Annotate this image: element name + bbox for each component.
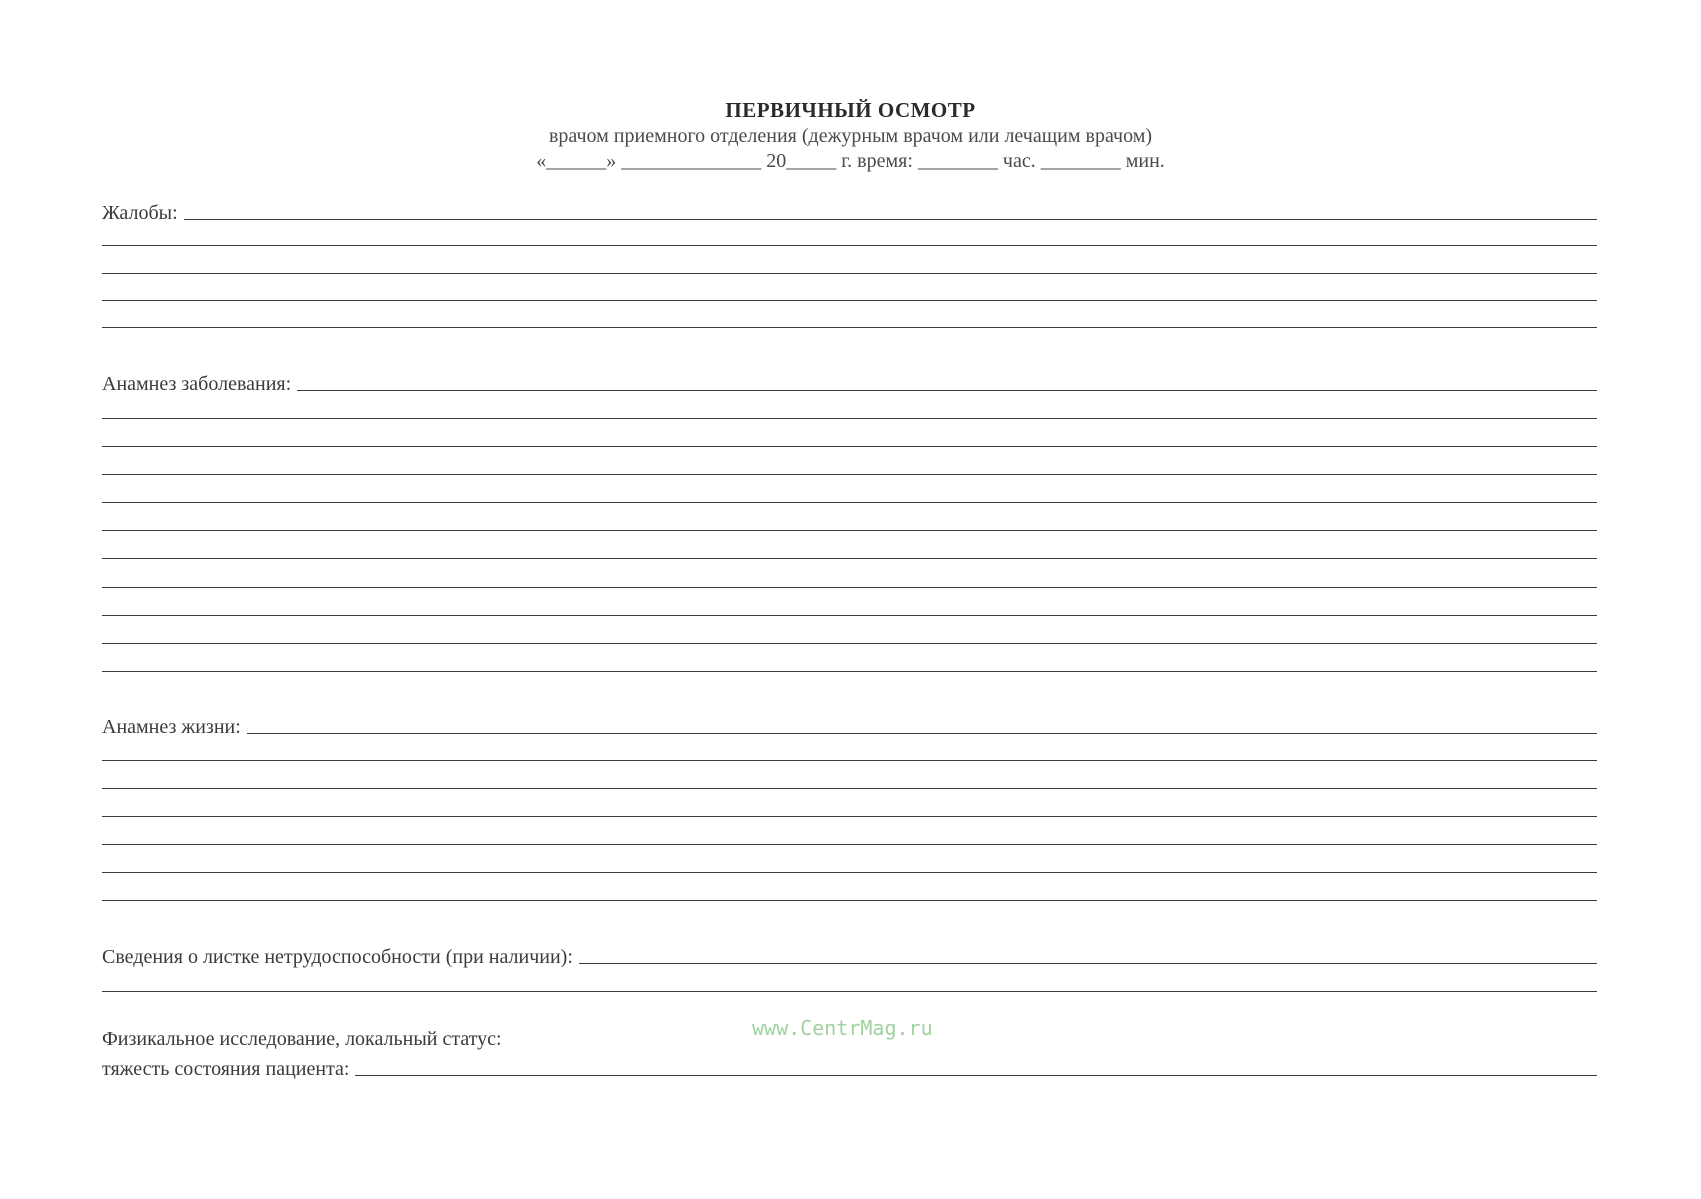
disease-history-input-line[interactable] [297, 390, 1597, 391]
complaints-line[interactable] [102, 304, 1597, 334]
disease-history-line[interactable] [102, 564, 1597, 594]
severity-row [102, 1052, 1597, 1082]
life-history-line[interactable] [102, 737, 1597, 767]
disease-history-line[interactable] [102, 620, 1597, 650]
severity-label: тяжесть состояния пациента: [102, 1058, 350, 1080]
disease-history-line[interactable] [102, 592, 1597, 622]
life-history-line[interactable] [102, 765, 1597, 795]
page-title: ПЕРВИЧНЫЙ ОСМОТР [725, 98, 976, 122]
disease-history-line[interactable] [102, 507, 1597, 537]
life-history-line[interactable] [102, 793, 1597, 823]
complaints-line[interactable] [102, 222, 1597, 252]
date-time-line: «______» ______________ 20_____ г. время: ________ час. ________ мин. [536, 150, 1165, 172]
disease-history-label: Анамнез заболевания: [102, 373, 292, 395]
sick-leave-line[interactable] [102, 968, 1597, 998]
complaints-label: Жалобы: [102, 202, 178, 224]
complaints-line[interactable] [102, 250, 1597, 280]
page-subtitle: врачом приемного отделения (дежурным врачом или лечащим врачом) [548, 125, 1153, 147]
disease-history-line[interactable] [102, 395, 1597, 425]
sick-leave-row [102, 940, 1597, 970]
sick-leave-input-line[interactable] [579, 963, 1597, 964]
watermark: www.CentrMag.ru [752, 1016, 933, 1040]
complaints-line[interactable] [102, 277, 1597, 307]
disease-history-line[interactable] [102, 479, 1597, 509]
disease-history-line[interactable] [102, 535, 1597, 565]
physical-exam-label: Физикальное исследование, локальный статус: [102, 1028, 502, 1050]
disease-history-line[interactable] [102, 451, 1597, 481]
complaints-input-line[interactable] [184, 219, 1597, 220]
sick-leave-label: Сведения о листке нетрудоспособности (при наличии): [102, 946, 573, 968]
life-history-line[interactable] [102, 821, 1597, 851]
disease-history-row [102, 367, 1597, 397]
life-history-input-line[interactable] [247, 733, 1597, 734]
severity-input-line[interactable] [355, 1075, 1597, 1076]
life-history-label: Анамнез жизни: [102, 716, 241, 738]
life-history-line[interactable] [102, 849, 1597, 879]
life-history-line[interactable] [102, 877, 1597, 907]
life-history-row [102, 710, 1597, 740]
disease-history-line[interactable] [102, 423, 1597, 453]
disease-history-line[interactable] [102, 648, 1597, 678]
